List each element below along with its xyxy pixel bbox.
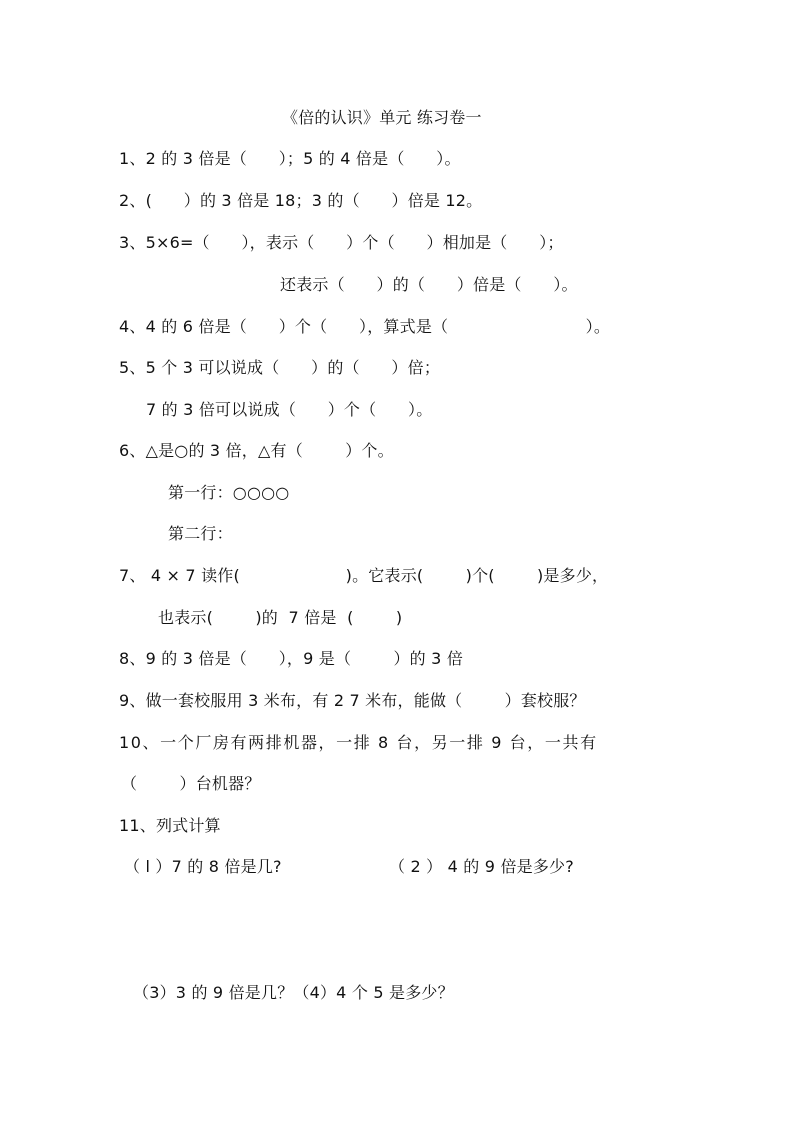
question-6-row-2: 第二行： <box>168 524 233 543</box>
question-7: 7、 4 × 7 读作( )。它表示( )个( )是多少， <box>119 566 609 585</box>
question-11-part-2: （ 2 ） 4 的 9 倍是多少? <box>389 857 574 876</box>
question-10: 10、一个厂房有两排机器，一排 8 台，另一排 9 台，一共有 <box>119 733 598 752</box>
question-2: 2、( ）的 3 倍是 18；3 的（ ）倍是 12。 <box>119 191 483 210</box>
question-11: 11、列式计算 <box>119 816 221 835</box>
question-11-parts-3-4: （3）3 的 9 倍是几？（4）4 个 5 是多少？ <box>133 983 454 1002</box>
question-5: 5、5 个 3 可以说成（ ）的（ ）倍； <box>119 358 441 377</box>
question-3-continued: 还表示（ ）的（ ）倍是（ ）。 <box>280 275 578 294</box>
worksheet-title: 《倍的认识》单元 练习卷一 <box>282 108 482 127</box>
question-4: 4、4 的 6 倍是（ ）个（ ），算式是（ ）。 <box>119 317 611 336</box>
question-3: 3、5×6=（ ），表示（ ）个（ ）相加是（ ）； <box>119 233 564 252</box>
question-6: 6、△是○的 3 倍，△有（ ）个。 <box>119 441 394 460</box>
question-5-continued: 7 的 3 倍可以说成（ ）个（ ）。 <box>146 400 433 419</box>
question-8: 8、9 的 3 倍是（ ），9 是（ ）的 3 倍 <box>119 649 464 668</box>
question-11-part-1: （ l ）7 的 8 倍是几? <box>124 857 282 876</box>
question-9: 9、做一套校服用 3 米布，有 2 7 米布，能做（ ）套校服？ <box>119 691 586 710</box>
question-6-row-1: 第一行：○○○○ <box>168 483 290 502</box>
question-7-continued: 也表示( )的 7 倍是 ( ) <box>158 608 403 627</box>
question-10-continued: （ ）台机器？ <box>121 774 261 793</box>
question-1: 1、2 的 3 倍是（ ）；5 的 4 倍是（ ）。 <box>119 149 461 168</box>
